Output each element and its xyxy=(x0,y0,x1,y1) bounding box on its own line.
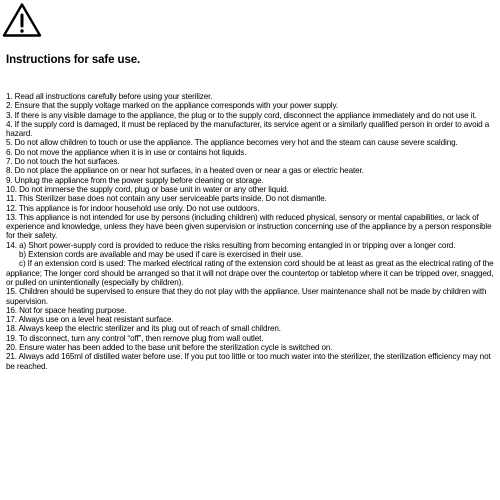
instruction-item: 17. Always use on a level heat resistant surface. xyxy=(6,315,174,325)
instruction-subitem: b) Extension cords are available and may be used if care is exercised in their use. xyxy=(19,250,304,260)
instruction-item: 11. This Sterilizer base does not contain any user serviceable parts inside. Do not dismantle. xyxy=(6,194,327,204)
instructions-list xyxy=(6,92,494,371)
instruction-item: 15. Children should be supervised to ensure that they do not play with the appliance. User maintenance shall not be made by children with supervision. xyxy=(6,287,487,306)
page-title: Instructions for safe use. xyxy=(6,54,141,66)
instruction-item: 16. Not for space heating purpose. xyxy=(6,305,127,315)
instruction-item: 8. Do not place the appliance on or near hot surfaces, in a heated oven or near a gas or electric heater. xyxy=(6,166,364,176)
instruction-item: 2. Ensure that the supply voltage marked on the appliance corresponds with your power supply. xyxy=(6,101,338,111)
instruction-item: 20. Ensure water has been added to the base unit before the sterilization cycle is switched on. xyxy=(6,343,333,353)
instruction-item: 10. Do not immerse the supply cord, plug or base unit in water or any other liquid. xyxy=(6,184,289,194)
instruction-item: 9. Unplug the appliance from the power supply before cleaning or storage. xyxy=(6,175,264,185)
instruction-item: 5. Do not allow children to touch or use the appliance. The appliance becomes very hot and the steam can cause severe scalding. xyxy=(6,138,458,148)
warning-triangle-icon xyxy=(2,2,42,38)
instruction-item: 14. a) Short power-supply cord is provided to reduce the risks resulting from becoming entangled in or tripping over a longer cord. xyxy=(6,240,456,250)
instruction-item: 3. If there is any visible damage to the appliance, the plug or to the supply cord, disconnect the appliance immediately and do not use it. xyxy=(6,110,477,120)
instruction-item: 6. Do not move the appliance when it is in use or contains hot liquids. xyxy=(6,147,247,157)
instruction-item: 4. If the supply cord is damaged, it must be replaced by the manufacturer, its service agent or a similarly qualified person in order to avoid a hazard. xyxy=(6,119,490,139)
instruction-item: 13. This appliance is not intended for use by persons (including children) with reduced physical, sensory or mental capabilities, or lack of experience and knowledge, unless they have been given supervision or instruction concerning use of the appliance by a person responsible for their safety. xyxy=(6,212,492,241)
instruction-item: 12. This appliance is for indoor household use only. Do not use outdoors. xyxy=(6,203,260,213)
instruction-item: 1. Read all instructions carefully before using your sterilizer. xyxy=(6,92,213,101)
instruction-item: 7. Do not touch the hot surfaces. xyxy=(6,157,120,167)
instruction-item: 21. Always add 165ml of distilled water before use. If you put too little or too much water into the sterilizer, the sterilization efficiency may not be reached. xyxy=(6,352,491,371)
instruction-item: 18. Always keep the electric sterilizer and its plug out of reach of small children. xyxy=(6,324,281,334)
instruction-item: 19. To disconnect, turn any control “off”, then remove plug from wall outlet. xyxy=(6,333,264,343)
instruction-subitem: c) If an extension cord is used: The marked electrical rating of the extension cord should be at least as great as the electrical rating of the appliance; The longer cord should be arranged so that it will not drape over the countertop or tabletop where it can be tripped over, snagged, or pulled on unintentionally (especially by children). xyxy=(6,259,494,287)
